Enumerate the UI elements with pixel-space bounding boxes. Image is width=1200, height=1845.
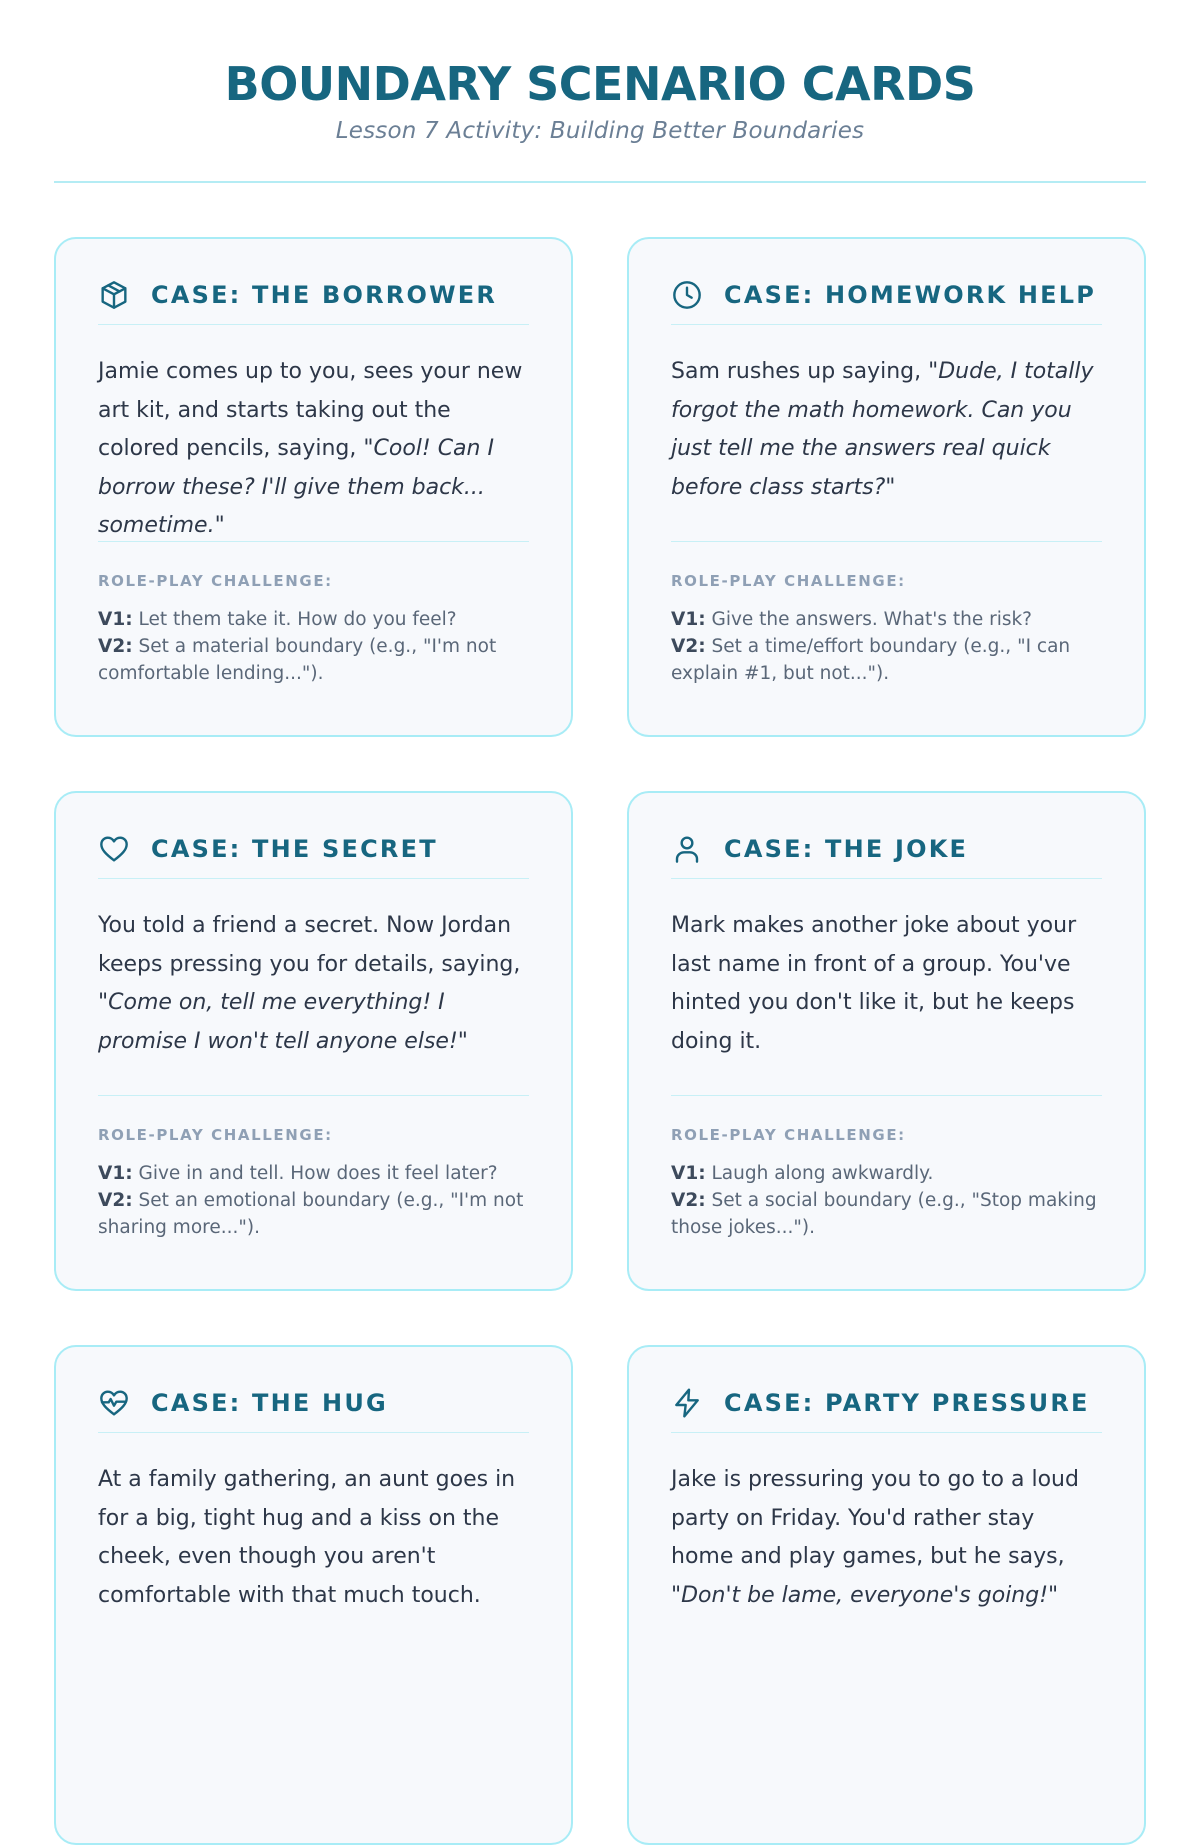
challenge-lines xyxy=(98,606,529,687)
challenge-label: ROLE-PLAY CHALLENGE: xyxy=(671,1126,906,1144)
page-subtitle: Lesson 7 Activity: Building Better Boundaries xyxy=(335,118,865,144)
card-header xyxy=(671,833,1102,879)
scenario-text: You told a friend a secret. Now Jordan keeps pressing you for details, saying, "Come on, tell me everything! I promise I won't tell anyone else!" xyxy=(98,913,521,1054)
scenario-text: Mark makes another joke about your last name in front of a group. You've hinted you don't like it, but he keeps doing it. xyxy=(671,913,1077,1054)
card-title: CASE: HOMEWORK HELP xyxy=(724,281,1097,309)
scenario-card-secret xyxy=(54,791,573,1291)
scenario-card-borrower xyxy=(54,237,573,737)
card-title: CASE: PARTY PRESSURE xyxy=(724,1389,1090,1417)
box-icon xyxy=(98,279,130,311)
header-divider xyxy=(54,181,1146,183)
challenge-v1: V1: Laugh along awkwardly. xyxy=(671,1163,934,1184)
challenge-v1: V1: Let them take it. How do you feel? xyxy=(98,609,457,630)
card-title: CASE: THE SECRET xyxy=(151,835,438,863)
challenge-v2: V2: Set a time/effort boundary (e.g., "I can explain #1, but not..."). xyxy=(671,636,1071,684)
scenario-card-homework xyxy=(627,237,1146,737)
challenge-label: ROLE-PLAY CHALLENGE: xyxy=(98,1126,333,1144)
card-title: CASE: THE JOKE xyxy=(724,835,969,863)
challenge-label: ROLE-PLAY CHALLENGE: xyxy=(98,572,333,590)
challenge-lines xyxy=(671,1160,1102,1241)
card-grid xyxy=(54,237,1146,1845)
clock-icon xyxy=(671,279,703,311)
scenario-text: Jamie comes up to you, sees your new art kit, and starts taking out the colored pencils, saying, "Cool! Can I borrow these? I'll give them back... sometime." xyxy=(98,359,523,538)
scenario-text: Jake is pressuring you to go to a loud party on Friday. You'd rather stay home and play games, but he says, "Don't be lame, everyone's going!" xyxy=(671,1467,1079,1608)
card-header xyxy=(671,279,1102,325)
card-title: CASE: THE HUG xyxy=(151,1389,388,1417)
heart-icon xyxy=(98,833,130,865)
card-header xyxy=(671,1387,1102,1433)
user-icon xyxy=(671,833,703,865)
challenge-label: ROLE-PLAY CHALLENGE: xyxy=(671,572,906,590)
scenario-quote: "Cool! Can I borrow these? I'll give them back... sometime." xyxy=(98,436,494,538)
scenario-text: At a family gathering, an aunt goes in for a big, tight hug and a kiss on the cheek, even though you aren't comfortable with that much touch. xyxy=(98,1467,516,1608)
challenge-v1: V1: Give the answers. What's the risk? xyxy=(671,609,1033,630)
challenge-v2: V2: Set a material boundary (e.g., "I'm not comfortable lending..."). xyxy=(98,636,497,684)
scenario-quote: "Dude, I totally forgot the math homework. Can you just tell me the answers real quick before class starts?" xyxy=(671,359,1094,500)
card-divider xyxy=(671,1095,1102,1096)
challenge-v2: V2: Set a social boundary (e.g., "Stop making those jokes..."). xyxy=(671,1190,1097,1238)
scenario-quote: "Don't be lame, everyone's going!" xyxy=(671,1582,1059,1608)
card-title: CASE: THE BORROWER xyxy=(151,281,498,309)
scenario-card-joke xyxy=(627,791,1146,1291)
card-divider xyxy=(671,541,1102,542)
card-header xyxy=(98,1387,529,1433)
card-header xyxy=(98,279,529,325)
card-divider xyxy=(98,1095,529,1096)
scenario-card-hug xyxy=(54,1345,573,1845)
page-title: BOUNDARY SCENARIO CARDS xyxy=(224,57,976,111)
lightning-icon xyxy=(671,1387,703,1419)
challenge-v2: V2: Set an emotional boundary (e.g., "I'm not sharing more..."). xyxy=(98,1190,524,1238)
scenario-text: Sam rushes up saying, "Dude, I totally forgot the math homework. Can you just tell me the answers real quick before class starts?" xyxy=(671,359,1094,500)
card-header xyxy=(98,833,529,879)
challenge-v1: V1: Give in and tell. How does it feel later? xyxy=(98,1163,498,1184)
page-header xyxy=(0,0,1200,144)
challenge-lines xyxy=(98,1160,529,1241)
challenge-lines xyxy=(671,606,1102,687)
scenario-card-party xyxy=(627,1345,1146,1845)
heart-pulse-icon xyxy=(98,1387,130,1419)
scenario-quote: "Come on, tell me everything! I promise I won't tell anyone else!" xyxy=(98,990,468,1054)
